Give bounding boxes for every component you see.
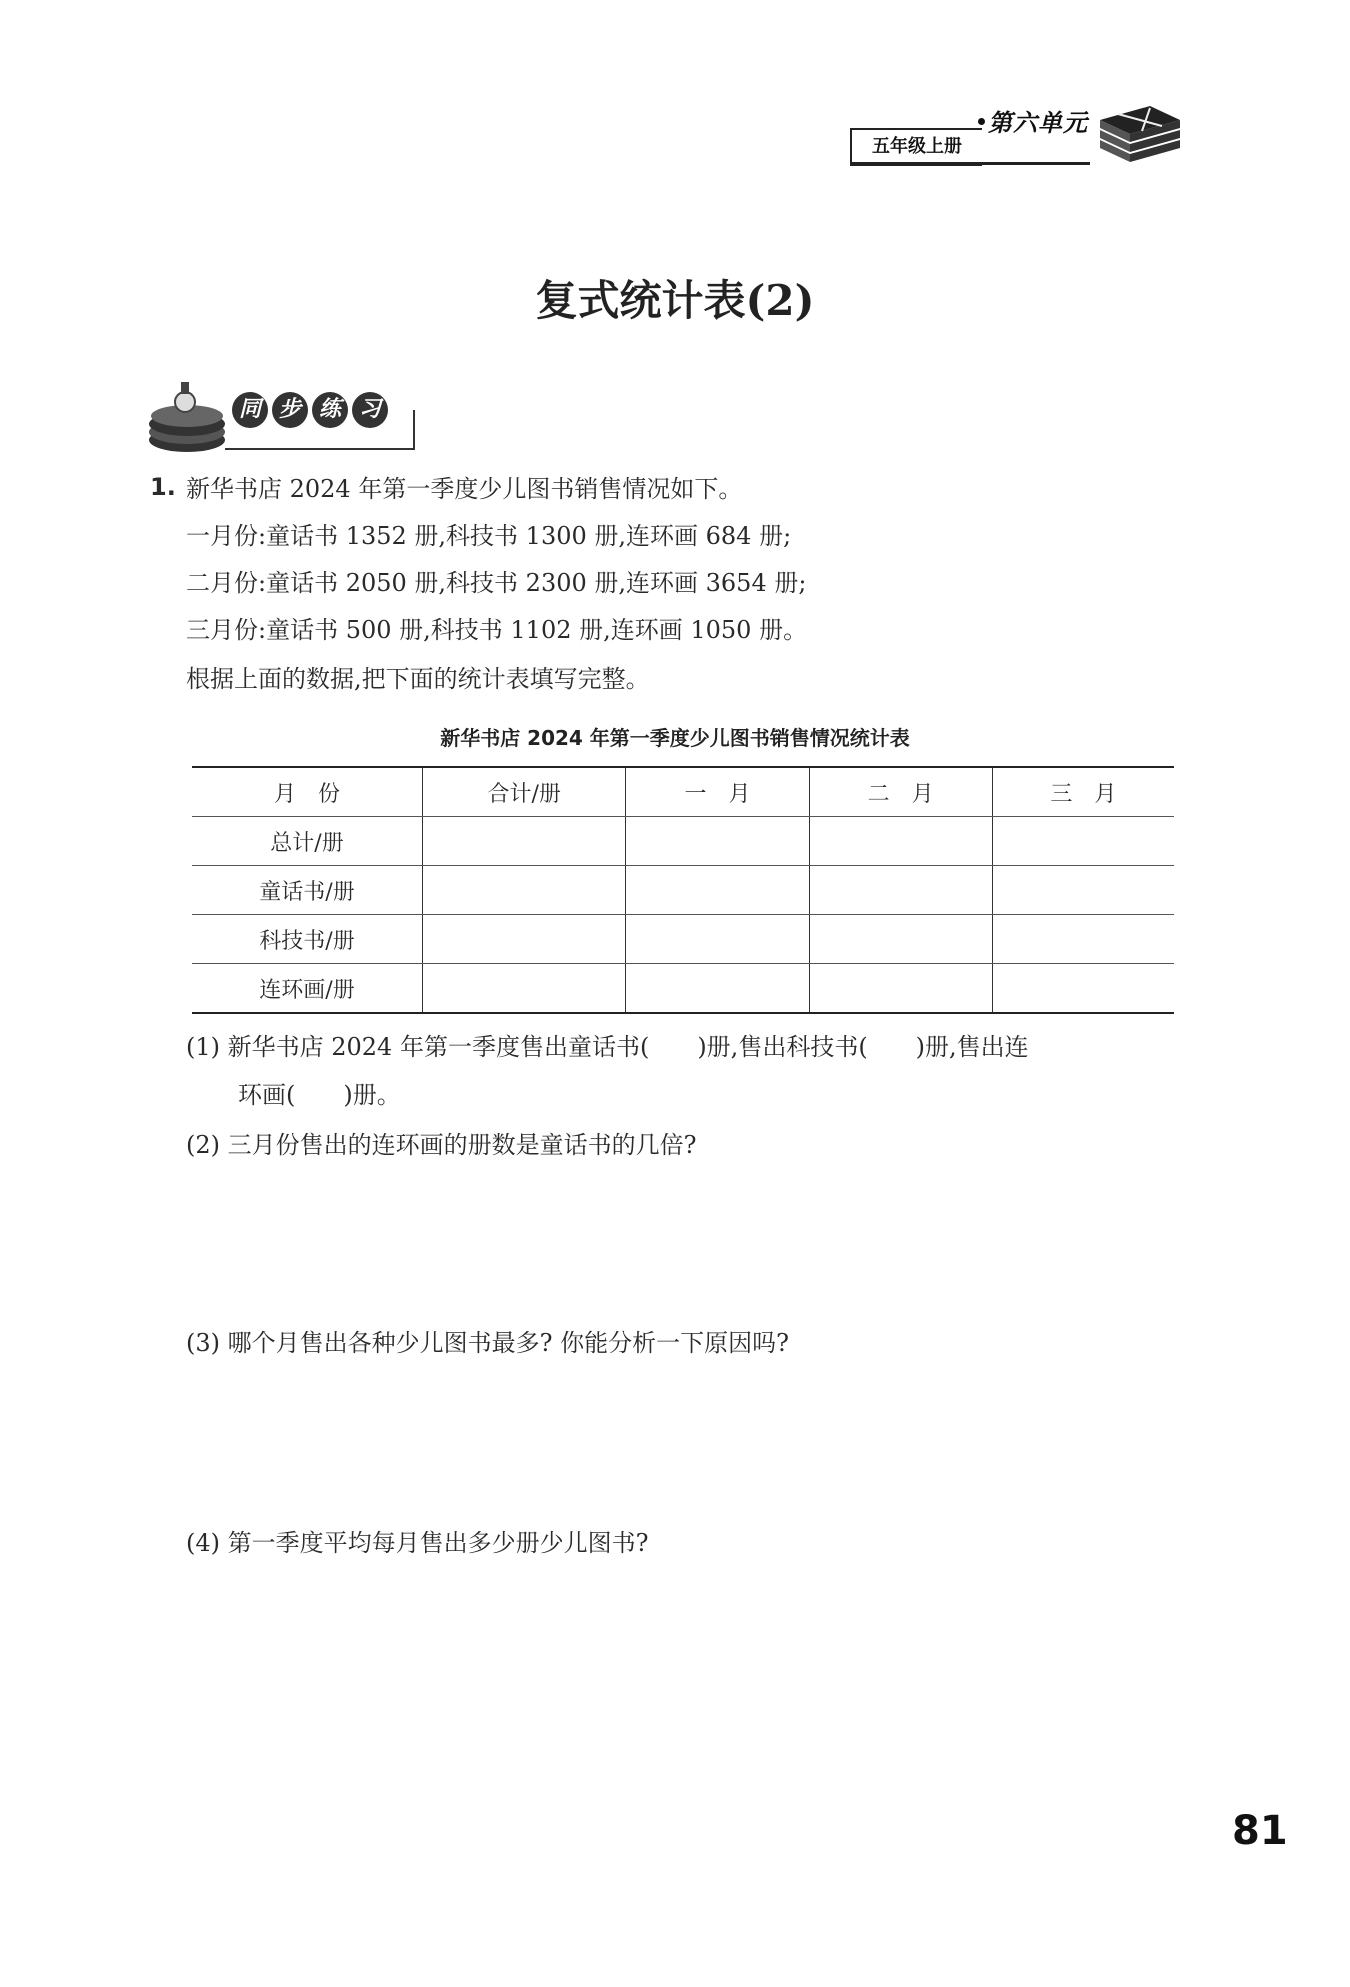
header-cell-feb: 二 月 [809, 767, 992, 817]
blank-cell[interactable] [626, 964, 809, 1014]
book-stack-lamp-icon [149, 382, 225, 452]
blank-cell[interactable] [809, 817, 992, 866]
subquestion-4: (4) 第一季度平均每月售出多少册少儿图书? [186, 1529, 649, 1557]
statistics-table [192, 766, 1174, 1014]
blank-cell[interactable] [809, 964, 992, 1014]
section-char: 习 [352, 392, 388, 428]
header-cell-jan: 一 月 [626, 767, 809, 817]
unit-title: 第六单元 [988, 109, 1088, 137]
question-number: 1. [150, 473, 176, 501]
book-stack-icon [1100, 106, 1180, 162]
question-intro: 新华书店 2024 年第一季度少儿图书销售情况如下。 [186, 475, 743, 503]
table-row [192, 915, 1174, 964]
table-row [192, 866, 1174, 915]
blank-cell[interactable] [992, 915, 1174, 964]
data-line-january: 一月份:童话书 1352 册,科技书 1300 册,连环画 684 册; [186, 522, 792, 550]
subquestion-1-line1: (1) 新华书店 2024 年第一季度售出童话书( )册,售出科技书( )册,售出连 [186, 1033, 1029, 1061]
table-caption: 新华书店 2024 年第一季度少儿图书销售情况统计表 [440, 726, 910, 750]
blank-cell[interactable] [626, 817, 809, 866]
blank-cell[interactable] [626, 915, 809, 964]
blank-cell[interactable] [809, 866, 992, 915]
page-number: 81 [1232, 1808, 1288, 1854]
blank-cell[interactable] [423, 866, 626, 915]
subquestion-3: (3) 哪个月售出各种少儿图书最多? 你能分析一下原因吗? [186, 1329, 789, 1357]
section-rule-vertical [413, 410, 415, 450]
page-title: 复式统计表(2) [535, 276, 815, 325]
section-label [232, 392, 388, 428]
section-underline [225, 448, 415, 450]
data-line-february: 二月份:童话书 2050 册,科技书 2300 册,连环画 3654 册; [186, 569, 807, 597]
section-char: 步 [272, 392, 308, 428]
table-header-row [192, 767, 1174, 817]
row-label: 科技书/册 [192, 915, 423, 964]
table-row [192, 817, 1174, 866]
blank-cell[interactable] [809, 915, 992, 964]
header-cell-mar: 三 月 [992, 767, 1174, 817]
blank-cell[interactable] [423, 915, 626, 964]
blank-cell[interactable] [423, 817, 626, 866]
header-cell-month: 月 份 [192, 767, 423, 817]
blank-cell[interactable] [992, 817, 1174, 866]
instruction: 根据上面的数据,把下面的统计表填写完整。 [186, 665, 650, 693]
section-char: 同 [232, 392, 268, 428]
grade-label: 五年级上册 [850, 128, 982, 166]
data-line-march: 三月份:童话书 500 册,科技书 1102 册,连环画 1050 册。 [186, 616, 808, 644]
unit-dot [978, 118, 985, 125]
blank-cell[interactable] [423, 964, 626, 1014]
blank-cell[interactable] [992, 866, 1174, 915]
header-underline [850, 162, 1090, 165]
section-char: 练 [312, 392, 348, 428]
header-cell-total: 合计/册 [423, 767, 626, 817]
table-row [192, 964, 1174, 1014]
row-label: 连环画/册 [192, 964, 423, 1014]
subquestion-1-line2: 环画( )册。 [238, 1081, 401, 1109]
blank-cell[interactable] [626, 866, 809, 915]
row-label: 童话书/册 [192, 866, 423, 915]
blank-cell[interactable] [992, 964, 1174, 1014]
row-label: 总计/册 [192, 817, 423, 866]
subquestion-2: (2) 三月份售出的连环画的册数是童话书的几倍? [186, 1131, 697, 1159]
